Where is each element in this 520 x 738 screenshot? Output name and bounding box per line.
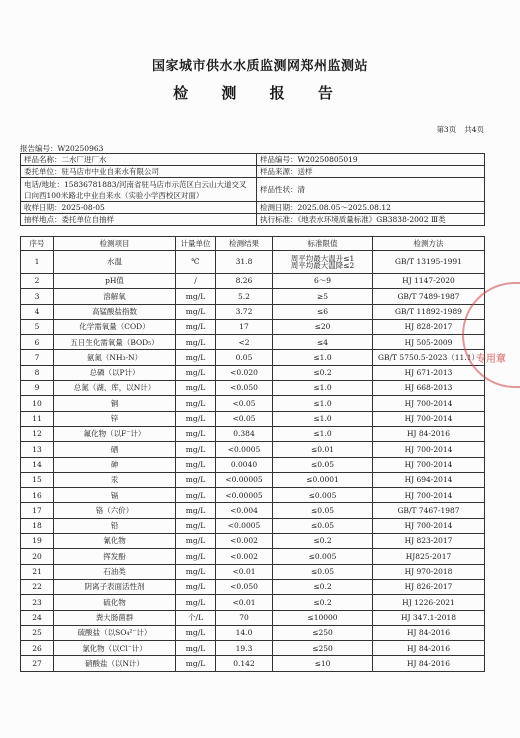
result: <0.0005 [216,442,273,457]
test-method: HJ 700-2014 [373,518,485,533]
table-row [21,304,485,319]
standard-limit-line: 周平均最大温升≤1 [290,253,355,263]
test-item: 水温 [54,251,176,274]
test-item: 硫酸盐（以SO₄²⁻计） [54,625,176,640]
result: 70 [216,610,273,625]
unit: mg/L [176,595,216,610]
result: <0.050 [216,381,273,396]
table-row [21,579,485,594]
standard-limit-line: ≤1.0 [313,383,332,393]
test-method: HJ 700-2014 [373,396,485,411]
result: 19.3 [216,641,273,656]
table-row [21,610,485,625]
test-item: pH值 [54,274,176,289]
result: <0.002 [216,549,273,564]
seal-text: 专用章 [476,354,506,365]
test-item: 硝酸盐（以N计） [54,656,176,671]
sampling-location: 抽样地点：委托单位自抽样 [21,214,257,226]
table-row [21,426,485,441]
standard-limit-line: ≤0.0001 [306,475,339,485]
test-method: HJ 700-2014 [373,411,485,426]
table-row [21,656,485,671]
sample-info-table [20,153,485,226]
standard-limit [273,625,373,640]
result: <0.002 [216,534,273,549]
sample-state: 样品性状：清 [257,178,485,202]
standard-limit-line: ≤0.005 [308,551,337,561]
standard-limit [273,595,373,610]
standard-limit [273,335,373,350]
table-row [21,350,485,365]
test-method: HJ 700-2014 [373,442,485,457]
result: 17 [216,319,273,334]
unit: ℃ [176,251,216,274]
standard-limit [273,319,373,334]
test-method: GB/T 11892-1989 [373,304,485,319]
standard-limit [273,488,373,503]
standard-limit [273,549,373,564]
unit: mg/L [176,442,216,457]
test-method: GB/T 7489-1987 [373,289,485,304]
test-method: HJ 84-2016 [373,426,485,441]
standard-limit [273,251,373,274]
table-row [21,457,485,472]
standard-limit-line: ≤0.05 [311,567,334,577]
table-row [21,319,485,334]
standard-limit [273,534,373,549]
table-row [21,365,485,380]
row-number: 1 [21,251,54,274]
test-item: 溶解氧 [54,289,176,304]
standard-limit-line: ≤0.2 [313,597,332,607]
test-item: 总氮（湖、库，以N计） [54,381,176,396]
unit: mg/L [176,426,216,441]
standard-limit-line: ≤20 [314,322,331,332]
row-number: 13 [21,442,54,457]
unit: mg/L [176,304,216,319]
table-row [21,503,485,518]
standard-limit [273,304,373,319]
unit: mg/L [176,396,216,411]
test-item: 高锰酸盐指数 [54,304,176,319]
test-method: HJ825-2017 [373,549,485,564]
unit: mg/L [176,564,216,579]
test-item: 粪大肠菌群 [54,610,176,625]
row-number: 18 [21,518,54,533]
unit: mg/L [176,289,216,304]
row-number: 4 [21,304,54,319]
table-row [21,518,485,533]
test-item: 铜 [54,396,176,411]
test-method: HJ 671-2013 [373,365,485,380]
header-unit: 计量单位 [176,237,216,251]
row-number: 19 [21,534,54,549]
test-method: GB/T 13195-1991 [373,251,485,274]
standard-limit-line: ≤10000 [307,612,338,622]
test-method: HJ 1147-2020 [373,274,485,289]
standard-limit-line: ≤0.05 [311,459,334,469]
standard-limit [273,472,373,487]
unit: mg/L [176,335,216,350]
standard-limit [273,274,373,289]
table-row [21,625,485,640]
unit: mg/L [176,411,216,426]
test-method: HJ 700-2014 [373,488,485,503]
standard-limit-line: ≤1.0 [313,429,332,439]
test-item: 石油类 [54,564,176,579]
result: <0.00005 [216,472,273,487]
header-result: 检测结果 [216,237,273,251]
row-number: 12 [21,426,54,441]
test-method: HJ 700-2014 [373,457,485,472]
result: 8.26 [216,274,273,289]
standard-limit-line: ≤1.0 [313,398,332,408]
result: <0.0005 [216,518,273,533]
standard-limit [273,442,373,457]
test-item: 化学需氧量（COD） [54,319,176,334]
unit: mg/L [176,472,216,487]
standard-limit [273,350,373,365]
table-row [21,641,485,656]
report-number: 报告编号：W20250963 [20,144,104,153]
test-method: HJ 84-2016 [373,641,485,656]
unit: mg/L [176,381,216,396]
execution-standard: 执行标准：《地表水环境质量标准》GB3838-2002 Ⅲ类 [257,214,485,226]
standard-limit-line: ≤4 [316,337,329,347]
unit: mg/L [176,641,216,656]
test-item: 汞 [54,472,176,487]
unit: mg/L [176,350,216,365]
organization-name: 国家城市供水水质监测网郑州监测站 [151,59,368,74]
standard-limit [273,365,373,380]
row-number: 17 [21,503,54,518]
row-number: 10 [21,396,54,411]
test-method: HJ 84-2016 [373,656,485,671]
sample-source: 样品来源：送样 [257,166,485,178]
unit: mg/L [176,365,216,380]
results-header-row [21,237,485,251]
standard-limit-line: ≤10 [314,658,331,668]
header-item: 检测项目 [54,237,176,251]
page-total: 共4页 [464,125,484,134]
result: 0.0040 [216,457,273,472]
unit: mg/L [176,503,216,518]
table-row [21,595,485,610]
standard-limit [273,656,373,671]
test-item: 氟化物（以F⁻计） [54,426,176,441]
table-row [21,472,485,487]
result: <0.00005 [216,488,273,503]
standard-limit [273,641,373,656]
test-method: HJ 826-2017 [373,579,485,594]
result: 0.384 [216,426,273,441]
test-item: 镉 [54,488,176,503]
row-number: 6 [21,335,54,350]
standard-limit [273,518,373,533]
header-method: 检测方法 [373,237,485,251]
test-item: 阴离子表面活性剂 [54,579,176,594]
unit: 个/L [176,610,216,625]
table-row [21,564,485,579]
unit: mg/L [176,457,216,472]
test-item: 硒 [54,442,176,457]
standard-limit [273,411,373,426]
result: <0.05 [216,396,273,411]
report-title: 检 测 报 告 [173,84,347,102]
unit: mg/L [176,549,216,564]
sample-number: 样品编号：W20250805019 [257,154,485,166]
table-row [21,381,485,396]
standard-limit-line: ≤0.01 [311,444,334,454]
row-number: 21 [21,564,54,579]
test-method: HJ 1226-2021 [373,595,485,610]
result: <0.01 [216,564,273,579]
unit: mg/L [176,579,216,594]
table-row [21,534,485,549]
standard-limit-line: ≤1.0 [313,352,332,362]
table-row [21,274,485,289]
standard-limit-line: ≤0.05 [311,521,334,531]
table-row [21,335,485,350]
standard-limit [273,289,373,304]
test-method: HJ 347.1-2018 [373,610,485,625]
unit: / [176,274,216,289]
standard-limit-line: 6～9 [313,276,332,286]
result: 31.8 [216,251,273,274]
unit: mg/L [176,625,216,640]
table-row [21,411,485,426]
standard-limit-line: 周平均最大温降≤2 [290,261,355,270]
test-method: HJ 694-2014 [373,472,485,487]
standard-limit-line: ≤6 [316,306,329,316]
result: <0.01 [216,595,273,610]
table-row [21,396,485,411]
results-table [20,236,485,672]
table-row [21,251,485,274]
result: 0.05 [216,350,273,365]
result: 5.2 [216,289,273,304]
row-number: 16 [21,488,54,503]
unit: mg/L [176,488,216,503]
test-method: GB/T 5750.5-2023（11.1） [373,350,485,365]
test-item: 挥发酚 [54,549,176,564]
test-item: 硫化物 [54,595,176,610]
test-method: HJ 505-2009 [373,335,485,350]
table-row [21,442,485,457]
standard-limit [273,381,373,396]
row-number: 15 [21,472,54,487]
standard-limit-line: ≤1.0 [313,414,332,424]
test-method: HJ 823-2017 [373,534,485,549]
page-indicator [428,124,484,135]
standard-limit-line: ≤250 [312,643,333,653]
standard-limit-line: ≥5 [316,291,329,301]
page-number: 第3页 [436,125,457,134]
standard-limit [273,610,373,625]
result: <0.050 [216,579,273,594]
test-item: 氯化物（以Cl⁻计） [54,641,176,656]
row-number: 22 [21,579,54,594]
row-number: 8 [21,365,54,380]
result: 3.72 [216,304,273,319]
standard-limit-line: ≤0.2 [313,368,332,378]
received-date: 收样日期：2025-08-05 [21,202,257,214]
table-row [21,289,485,304]
row-number: 7 [21,350,54,365]
header-no: 序号 [21,237,54,251]
standard-limit-line: ≤0.2 [313,536,332,546]
test-item: 砷 [54,457,176,472]
result: 0.142 [216,656,273,671]
result: <0.004 [216,503,273,518]
standard-limit [273,564,373,579]
unit: mg/L [176,656,216,671]
row-number: 26 [21,641,54,656]
standard-limit [273,396,373,411]
test-item: 五日生化需氧量（BOD₅） [54,335,176,350]
test-item: 总磷（以P计） [54,365,176,380]
client: 委托单位：驻马店市中业自来水有限公司 [21,166,257,178]
test-item: 铅 [54,518,176,533]
test-method: HJ 828-2017 [373,319,485,334]
result: 14.0 [216,625,273,640]
result: <0.020 [216,365,273,380]
row-number: 24 [21,610,54,625]
standard-limit-line: ≤0.005 [308,490,337,500]
standard-limit [273,579,373,594]
table-row [21,488,485,503]
test-item: 锌 [54,411,176,426]
test-item: 氰化物 [54,534,176,549]
unit: mg/L [176,319,216,334]
test-item: 铬（六价） [54,503,176,518]
sample-name: 样品名称：二水厂进厂水 [21,154,257,166]
standard-limit [273,503,373,518]
result: <2 [216,335,273,350]
row-number: 27 [21,656,54,671]
test-method: HJ 84-2016 [373,625,485,640]
standard-limit [273,457,373,472]
test-method: HJ 668-2013 [373,381,485,396]
test-method: GB/T 7467-1987 [373,503,485,518]
result: <0.05 [216,411,273,426]
test-method: HJ 970-2018 [373,564,485,579]
standard-limit-line: ≤0.2 [313,582,332,592]
row-number: 11 [21,411,54,426]
row-number: 2 [21,274,54,289]
row-number: 20 [21,549,54,564]
header-limit: 标准限值 [273,237,373,251]
row-number: 9 [21,381,54,396]
table-row [21,549,485,564]
row-number: 23 [21,595,54,610]
standard-limit-line: ≤0.05 [311,505,334,515]
test-date: 检测日期：2025.08.05～2025.08.12 [257,202,485,214]
row-number: 14 [21,457,54,472]
standard-limit [273,426,373,441]
unit: mg/L [176,534,216,549]
test-item: 氨氮（NH₃-N） [54,350,176,365]
row-number: 25 [21,625,54,640]
row-number: 3 [21,289,54,304]
standard-limit-line: ≤250 [312,628,333,638]
contact-address: 电话/地址：15836781883/河南省驻马店市示范区白云山大道交叉口向西100米路北中业自来水（实验小学西校区对面） [21,178,257,202]
row-number: 5 [21,319,54,334]
unit: mg/L [176,518,216,533]
